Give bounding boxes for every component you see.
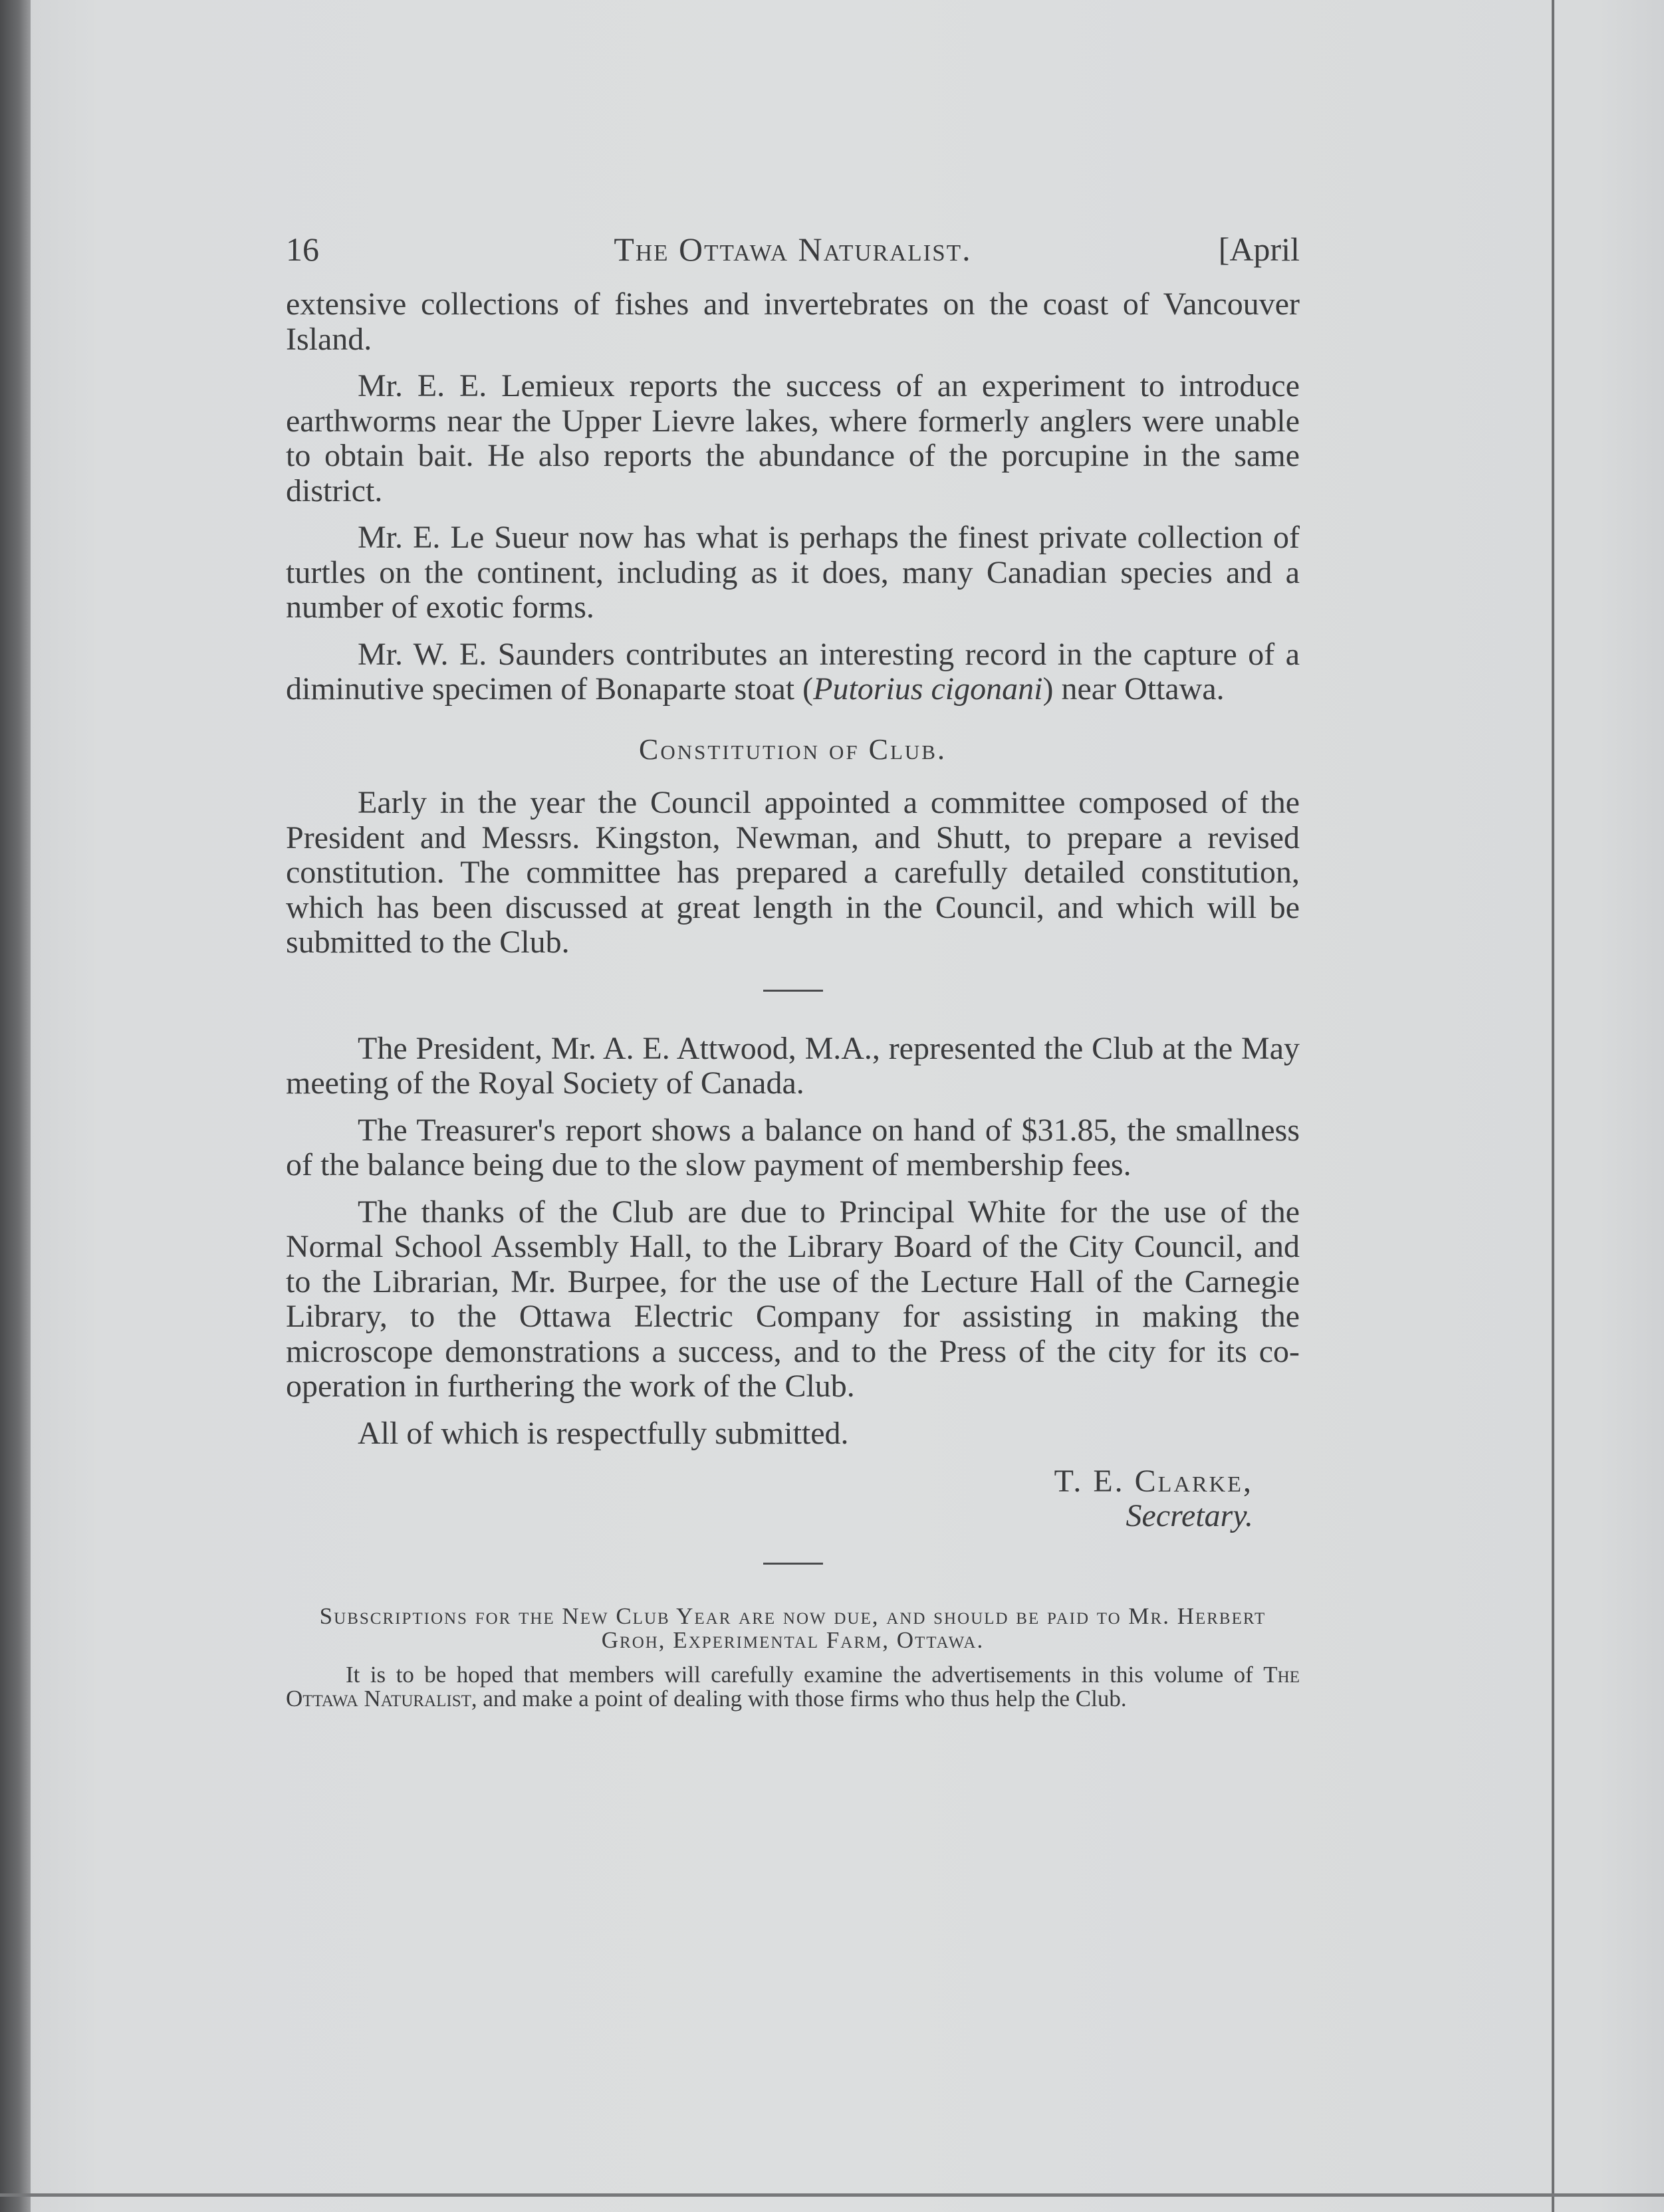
right-margin-rule [1552, 0, 1554, 2212]
saunders-text-pre: Mr. W. E. Saunders contributes an interesting record in the capture of a diminutive specimen of Bonaparte stoat ( [286, 636, 1300, 707]
running-header [286, 226, 1300, 273]
issue-month: [April [1218, 231, 1300, 268]
paragraph-vancouver: extensive collections of fishes and invertebrates on the coast of Vancouver Island. [286, 286, 1300, 357]
advert-text-pre: It is to be hoped that members will carefully examine the advertisements in this volume of [346, 1662, 1264, 1688]
paragraph-saunders [286, 637, 1300, 707]
page-content [286, 226, 1300, 1711]
advert-text-post: , and make a point of dealing with those firms who thus help the Club. [471, 1686, 1127, 1712]
signatory-title: Secretary. [1126, 1498, 1253, 1533]
paragraph-lemieux: Mr. E. E. Lemieux reports the success of an experiment to introduce earthworms near the Upper Lievre lakes, where formerly anglers were unable to obtain bait. He also reports the abundance of the porcupine in the same district. [286, 368, 1300, 508]
bottom-margin-rule [0, 2193, 1664, 2197]
paragraph-le-sueur: Mr. E. Le Sueur now has what is perhaps the finest private collection of turtles on the continent, including as it does, many Canadian species and a number of exotic forms. [286, 520, 1300, 625]
paragraph-thanks: The thanks of the Club are due to Principal White for the use of the Normal School Assembly Hall, to the Library Board of the City Council, and to the Librarian, Mr. Burpee, for the use of the Lecture Hall of the Carnegie Library, to the Ottawa Electric Company for assisting in making the microscope demonstrations a success, and to the Press of the city for its co-operation in furthering the work of the Club. [286, 1194, 1300, 1404]
saunders-text-post: ) near Ottawa. [1042, 671, 1225, 707]
paragraph-constitution: Early in the year the Council appointed a committee composed of the President and Messrs. Kingston, Newman, and Shutt, to prepare a revised constitution. The committee has prepared a carefully detailed constitution, which has been discussed at great length in the Council, and which will be submitted to the Club. [286, 785, 1300, 960]
paragraph-president: The President, Mr. A. E. Attwood, M.A., represented the Club at the May meeting of the Royal Society of Canada. [286, 1030, 1300, 1101]
page-number: 16 [286, 231, 319, 268]
signatory-name: T. E. Clarke, [1054, 1464, 1253, 1499]
notice-block [286, 1604, 1300, 1711]
paragraph-submitted: All of which is respectfully submitted. [358, 1415, 849, 1451]
journal-name: The Ottawa Naturalist [286, 1662, 1300, 1712]
signature-block [286, 1464, 1300, 1533]
section-heading-constitution: Constitution of Club. [639, 732, 947, 766]
advertisements-notice [286, 1663, 1300, 1711]
running-title: The Ottawa Naturalist. [614, 231, 972, 268]
paragraph-treasurer: The Treasurer's report shows a balance on hand of $31.85, the smallness of the balance being due to the slow payment of membership fees. [286, 1112, 1300, 1182]
notice-divider [763, 1563, 823, 1565]
section-divider [763, 990, 823, 992]
binding-edge [0, 0, 31, 2212]
article-body [286, 287, 1300, 1451]
species-name: Putorius cigonani [813, 671, 1043, 707]
subscriptions-notice: Subscriptions for the New Club Year are now due, and should be paid to Mr. Herbert Groh, Experimental Farm, Ottawa. [319, 1603, 1266, 1653]
